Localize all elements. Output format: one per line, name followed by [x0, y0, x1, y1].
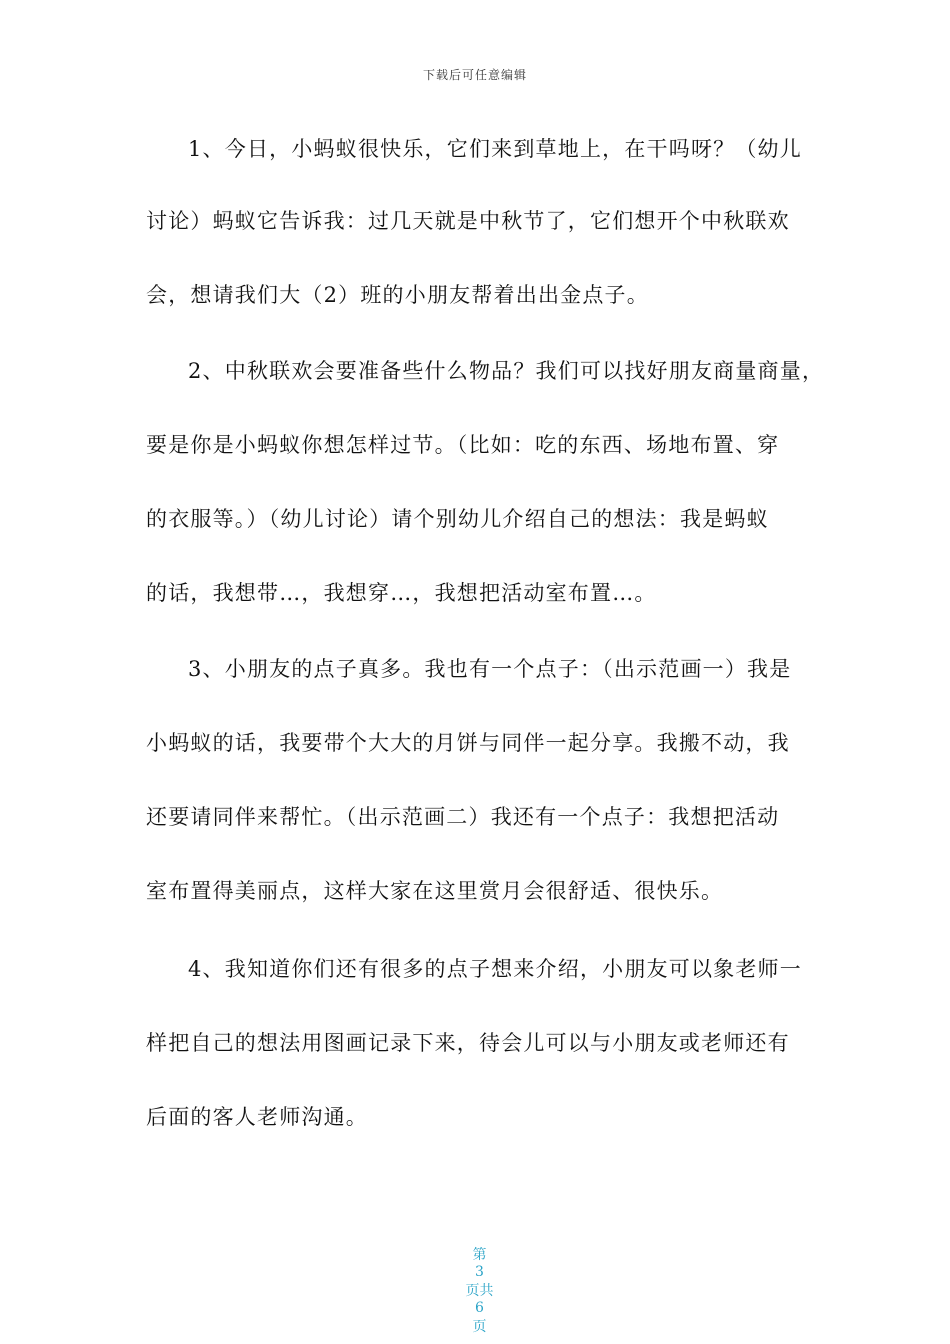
- footer-page-label: 第: [472, 1247, 487, 1263]
- paragraph-1-line-1: 1、今日，小蚂蚁很快乐，它们来到草地上，在干吗呀？（幼儿: [188, 137, 802, 161]
- paragraph-1-line-3: 会，想请我们大（2）班的小朋友帮着出出金点子。: [146, 283, 649, 307]
- paragraph-3-line-3: 还要请同伴来帮忙。（出示范画二）我还有一个点子：我想把活动: [146, 805, 780, 829]
- page-header: 下载后可任意编辑: [422, 68, 527, 82]
- paragraph-1-line-2: 讨论）蚂蚁它告诉我：过几天就是中秋节了，它们想开个中秋联欢: [146, 209, 790, 233]
- paragraph-3-line-4: 室布置得美丽点，这样大家在这里赏月会很舒适、很快乐。: [146, 879, 724, 903]
- paragraph-2-line-2: 要是你是小蚂蚁你想怎样过节。（比如：吃的东西、场地布置、穿: [146, 433, 780, 457]
- paragraph-2-line-4: 的话，我想带…，我想穿…，我想把活动室布置…。: [146, 581, 657, 605]
- paragraph-4-line-2: 样把自己的想法用图画记录下来，待会儿可以与小朋友或老师还有: [146, 1031, 790, 1055]
- paragraph-4-line-1: 4、我知道你们还有很多的点子想来介绍，小朋友可以象老师一: [188, 957, 802, 981]
- footer-total-pages: 6: [474, 1300, 484, 1316]
- footer-total-prefix: 页共: [465, 1283, 494, 1299]
- paragraph-3-line-1: 3、小朋友的点子真多。我也有一个点子：（出示范画一）我是: [188, 657, 792, 681]
- paragraph-2-line-3: 的衣服等。）（幼儿讨论）请个别幼儿介绍自己的想法：我是蚂蚁: [146, 507, 769, 531]
- footer-current-page: 3: [474, 1264, 484, 1280]
- page-footer: [0, 1228, 950, 1336]
- paragraph-4-line-3: 后面的客人老师沟通。: [146, 1105, 368, 1129]
- paragraph-2-line-1: 2、中秋联欢会要准备些什么物品？我们可以找好朋友商量商量，: [188, 359, 825, 383]
- footer-total-suffix: 页: [472, 1319, 487, 1335]
- paragraph-3-line-2: 小蚂蚁的话，我要带个大大的月饼与同伴一起分享。我搬不动，我: [146, 731, 790, 755]
